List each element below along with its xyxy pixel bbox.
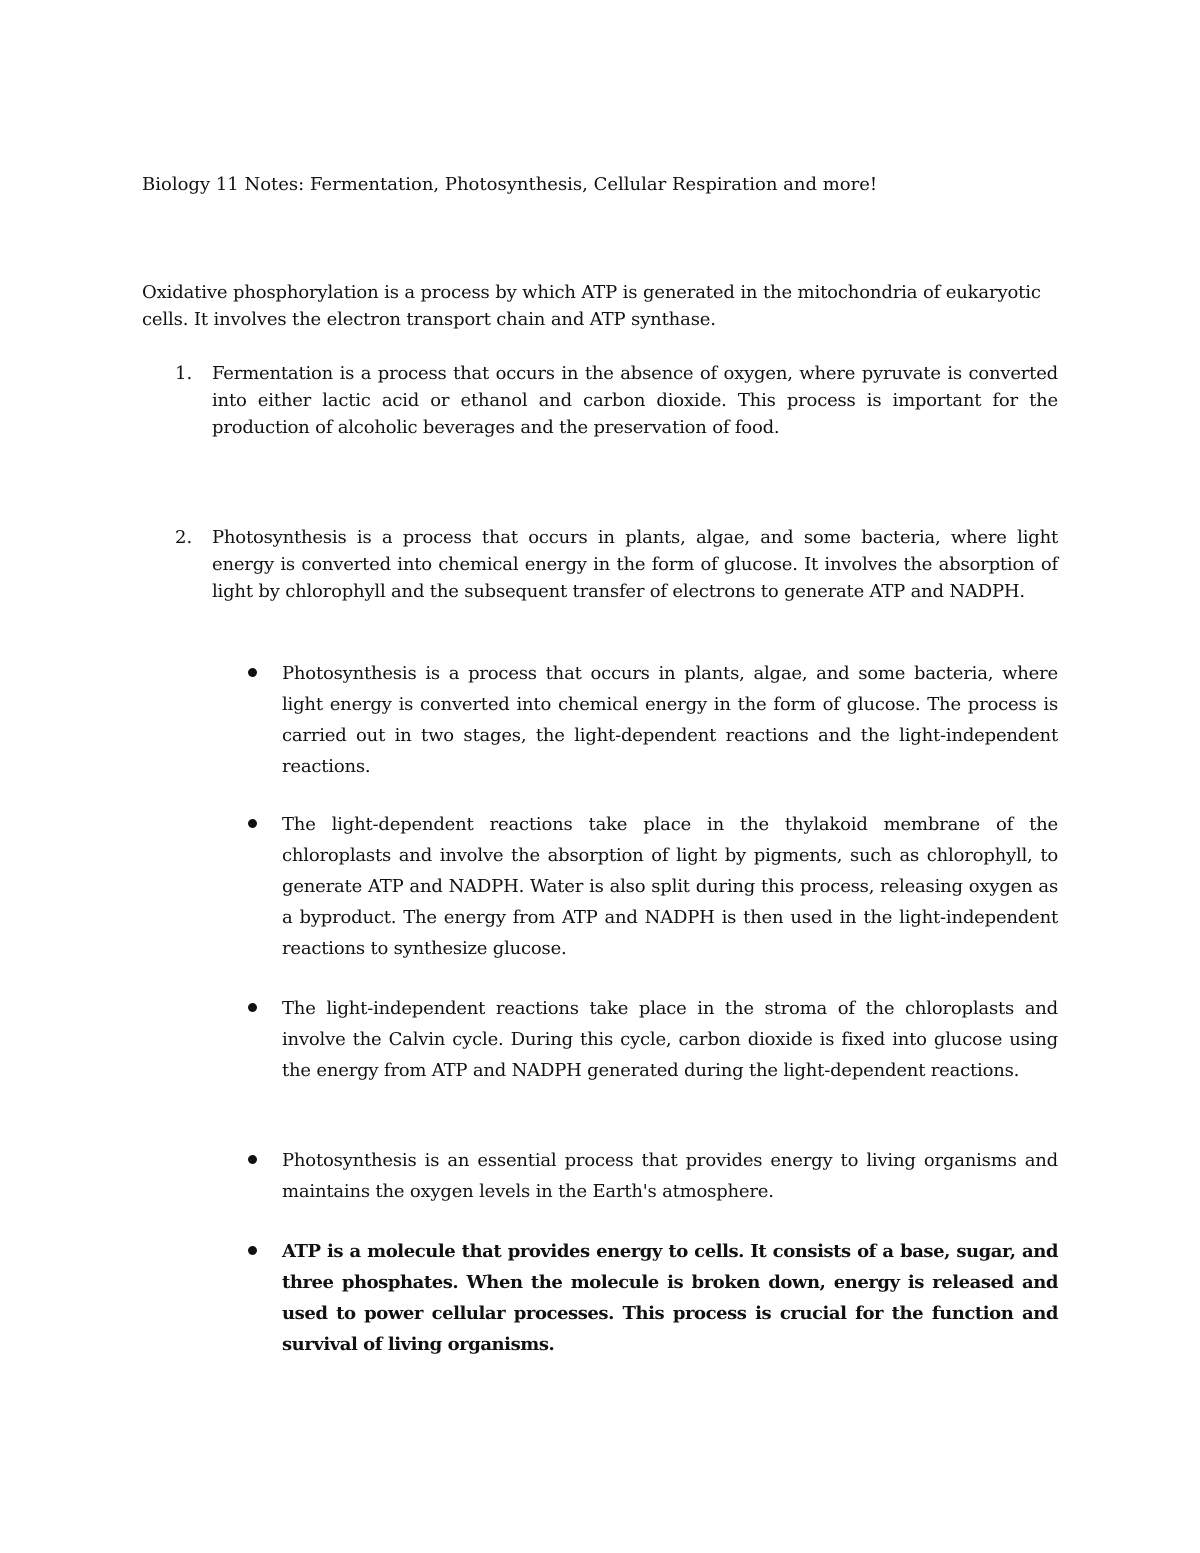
- list-number: 2.: [175, 527, 193, 548]
- numbered-item-fermentation: [142, 360, 1060, 450]
- bullet-dot-icon: [248, 668, 257, 677]
- bullet-dot-icon: [248, 1155, 257, 1164]
- list-number: 1.: [175, 363, 193, 384]
- bullet-dot-icon: [248, 819, 257, 828]
- bullet-text: The light-dependent reactions take place in the thylakoid membrane of the chloroplasts and involve the absorption of light by pigments, such as chlorophyll, to generate ATP and NADPH. Water is also split during this process, releasing oxygen as a byproduct. The energy from ATP and NADPH is then used in the light-independent reactions to synthesize glucose.: [282, 814, 1058, 959]
- bullet-text: Photosynthesis is a process that occurs in plants, algae, and some bacteria, where light energy is converted into chemical energy in the form of glucose. The process is carried out in two stages, the light-dependent reactions and the light-independent reactions.: [282, 663, 1058, 777]
- bullet-text-bold: ATP is a molecule that provides energy to cells. It consists of a base, sugar, and three phosphates. When the molecule is broken down, energy is released and used to power cellular processes. This process is crucial for the function and survival of living organisms.: [282, 1241, 1058, 1355]
- bullet-dot-icon: [248, 1003, 257, 1012]
- numbered-item-text: Photosynthesis is a process that occurs in plants, algae, and some bacteria, where light energy is converted into chemical energy in the form of glucose. It involves the absorption of light by chlorophyll and the subsequent transfer of electrons to generate ATP and NADPH.: [212, 527, 1058, 602]
- document-title: Biology 11 Notes: Fermentation, Photosynthesis, Cellular Respiration and more!: [142, 174, 878, 195]
- intro-paragraph: Oxidative phosphorylation is a process by which ATP is generated in the mitochondria of eukaryotic cells. It involves the electron transport chain and ATP synthase.: [142, 282, 1041, 330]
- numbered-item-text: Fermentation is a process that occurs in the absence of oxygen, where pyruvate is converted into either lactic acid or ethanol and carbon dioxide. This process is important for the production of alcoholic beverages and the preservation of food.: [212, 363, 1058, 438]
- bullet-dot-icon: [248, 1246, 257, 1255]
- numbered-item-photosynthesis: [142, 524, 1060, 639]
- bullet-text: The light-independent reactions take place in the stroma of the chloroplasts and involve the Calvin cycle. During this cycle, carbon dioxide is fixed into glucose using the energy from ATP and NADPH generated during the light-dependent reactions.: [282, 998, 1058, 1081]
- bullet-text: Photosynthesis is an essential process that provides energy to living organisms and maintains the oxygen levels in the Earth's atmosphere.: [282, 1150, 1058, 1202]
